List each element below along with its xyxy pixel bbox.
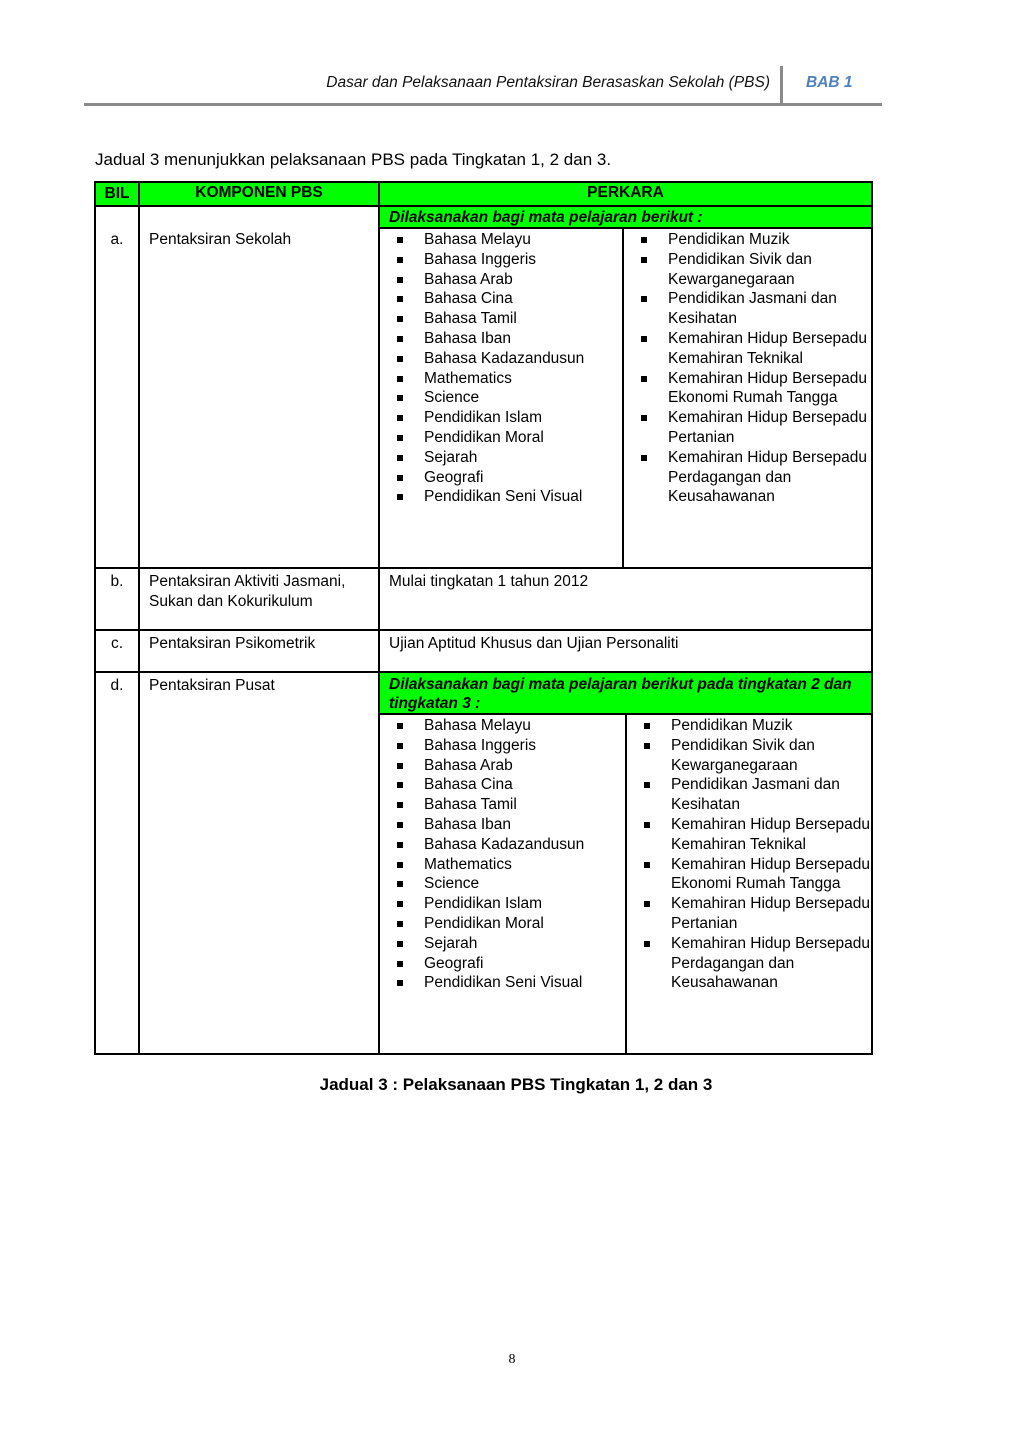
subject-item: Pendidikan Seni Visual <box>380 973 625 993</box>
subject-lists <box>379 228 872 568</box>
subject-item: Kemahiran Hidup Bersepadu Ekonomi Rumah Tangga <box>627 855 871 895</box>
subject-item: Pendidikan Islam <box>380 408 622 428</box>
table-row-a-note <box>95 206 872 228</box>
subject-item: Pendidikan Seni Visual <box>380 487 622 507</box>
subject-item: Bahasa Melayu <box>380 716 625 736</box>
subject-item: Mathematics <box>380 855 625 875</box>
row-perkara: Ujian Aptitud Khusus dan Ujian Personaliti <box>379 630 872 672</box>
table-row-d-note <box>95 672 872 714</box>
subject-list <box>380 229 622 507</box>
subject-item: Bahasa Cina <box>380 775 625 795</box>
table-row-c <box>95 630 872 672</box>
subject-list-left <box>380 715 626 1053</box>
subject-item: Pendidikan Muzik <box>627 716 871 736</box>
subject-item: Bahasa Kadazandusun <box>380 835 625 855</box>
page-number: 8 <box>508 1352 516 1367</box>
header-bil: BIL <box>95 182 139 206</box>
row-bil: d. <box>95 672 139 1054</box>
pbs-table <box>94 181 873 1055</box>
row-note: Dilaksanakan bagi mata pelajaran berikut pada tingkatan 2 dan tingkatan 3 : <box>379 672 872 714</box>
subject-item: Mathematics <box>380 369 622 389</box>
subject-lists <box>379 714 872 1054</box>
subject-item: Sejarah <box>380 448 622 468</box>
subject-item: Pendidikan Muzik <box>624 230 871 250</box>
table-header-row <box>95 182 872 206</box>
subject-item: Kemahiran Hidup Bersepadu Kemahiran Teknikal <box>627 815 871 855</box>
subject-list-right <box>623 229 871 567</box>
row-komponen: Pentaksiran Aktiviti Jasmani, Sukan dan Kokurikulum <box>139 568 379 630</box>
header-komponen: KOMPONEN PBS <box>139 182 379 206</box>
subject-item: Kemahiran Hidup Bersepadu Kemahiran Teknikal <box>624 329 871 369</box>
row-note: Dilaksanakan bagi mata pelajaran berikut : <box>379 206 872 228</box>
subject-list-right <box>626 715 871 1053</box>
subject-item: Science <box>380 388 622 408</box>
header-rule <box>84 103 882 106</box>
subject-item: Kemahiran Hidup Bersepadu Pertanian <box>624 408 871 448</box>
header-title: Dasar dan Pelaksanaan Pentaksiran Berasaskan Sekolah (PBS) <box>326 74 770 91</box>
subject-item: Kemahiran Hidup Bersepadu Perdagangan dan Keusahawanan <box>627 934 871 993</box>
subject-item: Sejarah <box>380 934 625 954</box>
subject-item: Bahasa Tamil <box>380 309 622 329</box>
chapter-label: BAB 1 <box>806 74 853 91</box>
header-divider <box>780 66 783 106</box>
subject-item: Bahasa Inggeris <box>380 736 625 756</box>
subject-item: Bahasa Inggeris <box>380 250 622 270</box>
row-bil: a. <box>95 206 139 568</box>
subject-item: Bahasa Iban <box>380 329 622 349</box>
intro-sentence: Jadual 3 menunjukkan pelaksanaan PBS pada Tingkatan 1, 2 dan 3. <box>95 150 612 169</box>
row-bil: b. <box>95 568 139 630</box>
subject-item: Bahasa Arab <box>380 270 622 290</box>
subject-item: Geografi <box>380 954 625 974</box>
subject-list <box>380 715 625 993</box>
subject-item: Kemahiran Hidup Bersepadu Pertanian <box>627 894 871 934</box>
subject-item: Geografi <box>380 468 622 488</box>
table-caption: Jadual 3 : Pelaksanaan PBS Tingkatan 1, 2 dan 3 <box>319 1075 713 1094</box>
subject-item: Bahasa Tamil <box>380 795 625 815</box>
page-header <box>84 60 882 106</box>
subject-columns <box>380 229 871 567</box>
subject-list <box>624 229 871 507</box>
row-perkara: Mulai tingkatan 1 tahun 2012 <box>379 568 872 630</box>
subject-item: Bahasa Cina <box>380 289 622 309</box>
subject-item: Pendidikan Jasmani dan Kesihatan <box>624 289 871 329</box>
subject-item: Kemahiran Hidup Bersepadu Ekonomi Rumah Tangga <box>624 369 871 409</box>
subject-list-left <box>380 229 623 567</box>
subject-list <box>627 715 871 993</box>
subject-item: Pendidikan Moral <box>380 914 625 934</box>
subject-item: Bahasa Melayu <box>380 230 622 250</box>
row-komponen: Pentaksiran Sekolah <box>139 206 379 568</box>
subject-item: Bahasa Kadazandusun <box>380 349 622 369</box>
subject-item: Pendidikan Islam <box>380 894 625 914</box>
subject-item: Pendidikan Jasmani dan Kesihatan <box>627 775 871 815</box>
subject-item: Bahasa Iban <box>380 815 625 835</box>
table-row-b <box>95 568 872 630</box>
subject-item: Kemahiran Hidup Bersepadu Perdagangan dan Keusahawanan <box>624 448 871 507</box>
subject-item: Science <box>380 874 625 894</box>
subject-item: Pendidikan Moral <box>380 428 622 448</box>
row-bil: c. <box>95 630 139 672</box>
subject-item: Pendidikan Sivik dan Kewarganegaraan <box>624 250 871 290</box>
subject-item: Bahasa Arab <box>380 756 625 776</box>
row-komponen: Pentaksiran Pusat <box>139 672 379 1054</box>
header-perkara: PERKARA <box>379 182 872 206</box>
row-komponen: Pentaksiran Psikometrik <box>139 630 379 672</box>
subject-columns <box>380 715 871 1053</box>
subject-item: Pendidikan Sivik dan Kewarganegaraan <box>627 736 871 776</box>
